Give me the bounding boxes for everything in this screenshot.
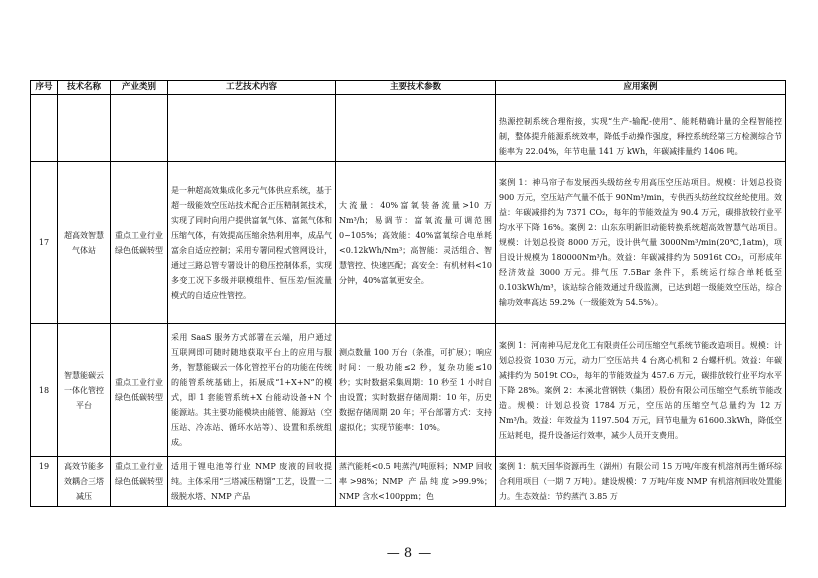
header-cases: 应用案例 [496,81,786,95]
row-cases: 案例 1：航天国华资源再生（湖州）有限公司 15 万吨/年废有机溶剂再生循环综合利用项目（一期 7 万吨）。建设规模：7 万吨/年废 NMP 有机溶剂回收处置能力。生态效益：节约蒸汽 3.85 万 [496,457,786,507]
row-industry [111,95,168,162]
row-industry: 重点工业行业绿色低碳转型 [111,162,168,324]
header-seq: 序号 [31,81,58,95]
table-row [31,95,786,162]
page-number: 8 [403,546,415,561]
row-num: 19 [31,457,58,507]
row-tech-name: 智慧能碳云一体化管控平台 [58,324,111,457]
row-cases: 热源控制系统合理衔接，实现“生产-输配-使用”、能耗精确计量的全程智能控制，整体提升能源系统效率，降低手动操作强度，释控系统经第三方检测综合节能率为 22.04%，年节电量 141 万 kWh，年碳减排量约 1406 吨。 [496,95,786,162]
row-process: 采用 SaaS 服务方式部署在云端，用户通过互联网即可随时随地获取平台上的应用与服务，智慧能碳云一体化管控平台的功能在传统的能管系统基础上，拓展成“1+X+N”的模式，即 1 套能管系统+X 台能动设备+N 个能源站。其主要功能模块由能管、能源站（空压站、冷冻站、循环水站等）、设置和系统组成。 [168,324,336,457]
header-industry: 产业类别 [111,81,168,95]
row-params [336,95,496,162]
row-process [168,95,336,162]
row-cases: 案例 1：河南神马尼龙化工有限责任公司压缩空气系统节能改造项目。规模：计划总投资 1030 万元，动力厂空压站共 4 台离心机和 2 台螺杆机。效益：年碳减排约为 5019t CO₂，每年的节能效益为 457.6 万元，碳排放较行业平均水平下降 28%。案例 2：本溪北营钢铁（集团）股份有限公司压缩空气系统节能改造。规模：计划总投资 1784 万元，空压站的压缩空气总量约为 12 万 Nm³/h。效益：年效益为 1197.504 万元，回节电量为 61600.3kWh，降低空压站耗电，提升设备运行效率，减少人员开支费用。 [496,324,786,457]
row-params: 蒸汽能耗<0.5 吨蒸汽/吨原料；NMP 回收率>98%；NMP 产品纯度>99.9%；NMP 含水<100ppm；色 [336,457,496,507]
row-industry: 重点工业行业绿色低碳转型 [111,457,168,507]
row-industry: 重点工业行业绿色低碳转型 [111,324,168,457]
technology-table [30,80,786,507]
header-params: 主要技术参数 [336,81,496,95]
row-cases: 案例 1：神马帘子布发展西头级纺丝专用高压空压站项目。规模：计划总投资 900 万元，空压站产气量不低于 90Nm³/min，专供西头纺丝纹纹丝纶使用。效益：年碳减排约为 7371 CO₂，每年的节能效益为 90.4 万元，碳排放较行业平均水平下降 16%。案例 2：山东东明新旧动能转换系统超高效智慧气站项目。规模：计划总投资 8000 万元，设计供气量 3000Nm³/min(20℃,1atm)，项目设计规模为 180000Nm³/h。效益：年碳减排约为 50916t CO₂，可形成年经济效益 3000 万元。排气压 7.5Bar 条件下，系统运行综合单耗低至 0.103kWh/m³，该站综合能效通过升级监测，已达到超一级能效空压站，综合输功效率高达 59.2%（一级能效为 54.5%）。 [496,162,786,324]
row-num [31,95,58,162]
row-process: 是一种超高效集成化多元气体供应系统，基于超一级能效空压站技术配合正压精制氮技术，实现了同时向用户提供富氧气体、富氮气体和压缩气体，有效提高压缩余热利用率，成品气富余自适应控制；采用专署同程式管网设计，通过三路总管专署设计的稳压控制体系，实现多变工况下多级并联模组件、恒压差/恒流量模式的自适应性管控。 [168,162,336,324]
table-header-row [31,81,786,95]
row-tech-name [58,95,111,162]
header-process: 工艺技术内容 [168,81,336,95]
row-tech-name: 高效节能多效耦合三塔减压 [58,457,111,507]
row-params: 测点数量 100 万台（条准，可扩展）；响应时间：一般功能≤2 秒，复杂功能≤10 秒；实时数据采集周期：10 秒至 1 小时自由设置；实时数据存储周期：10 年，历史数据存储周期 20 年；平台部署方式：支持虚拟化；实现节能率：10%。 [336,324,496,457]
table-row [31,457,786,507]
row-num: 18 [31,324,58,457]
row-params: 大流量：40%富氧装备流量>10 万 Nm³/h；易调节：富氧流量可调范围 0~105%；高效能：40%富氧综合电单耗<0.12kWh/Nm³；高智能：灵活组合、智慧管控、快速匹配；高安全：有机材料<10 分钟，40%富氧更安全。 [336,162,496,324]
table-row [31,324,786,457]
table-row [31,162,786,324]
page-footer: — 8 — [386,546,432,561]
row-num: 17 [31,162,58,324]
row-tech-name: 超高效智慧气体站 [58,162,111,324]
header-tech-name: 技术名称 [58,81,111,95]
row-process: 适用于锂电池等行业 NMP 废液的回收提纯。主体采用“三塔减压精馏”工艺，设置一二级脱水塔、NMP 产品 [168,457,336,507]
